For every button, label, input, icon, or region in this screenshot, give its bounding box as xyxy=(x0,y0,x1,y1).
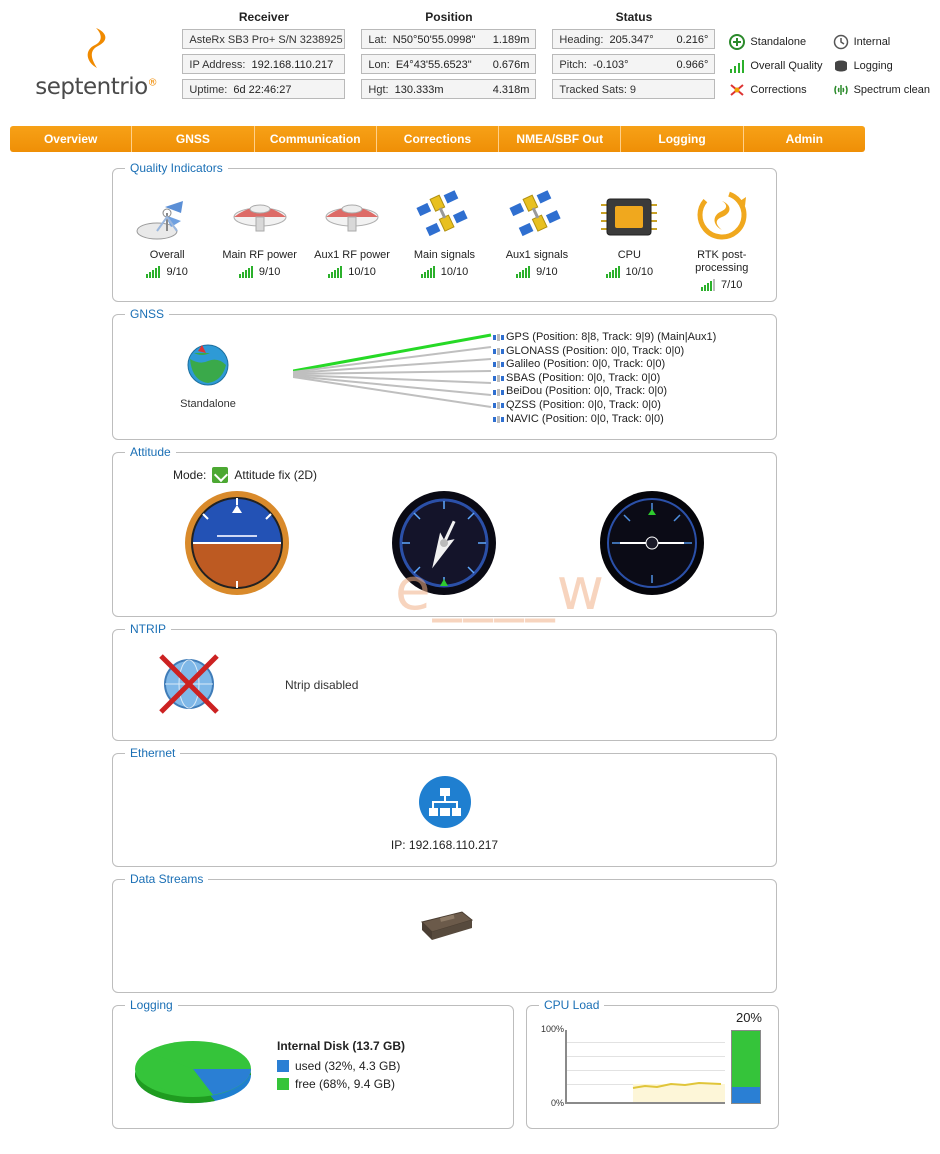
free-color-swatch xyxy=(277,1078,289,1090)
gnss-panel xyxy=(112,307,777,440)
status-pitch-value: -0.103° xyxy=(592,59,629,71)
clock-icon xyxy=(833,34,849,50)
ntrip-disabled-icon xyxy=(153,648,225,723)
gnss-constellation-label: GPS (Position: 8|8, Track: 9|9) (Main|Aux1) xyxy=(506,331,717,343)
bottom-row xyxy=(112,998,940,1141)
brand-trademark: ® xyxy=(147,77,158,89)
attitude-mode-label: Mode: xyxy=(173,468,207,482)
receiver-device-icon xyxy=(113,906,776,948)
status-summary xyxy=(182,8,715,104)
quality-item-aux1-signals[interactable] xyxy=(491,185,583,291)
position-hgt-value: 130.333m xyxy=(394,84,444,96)
receiver-column xyxy=(182,10,345,104)
quality-label-aux1-signals: Aux1 signals xyxy=(505,249,569,261)
list-item xyxy=(493,358,716,372)
quality-item-rtk[interactable] xyxy=(676,185,768,291)
disk-free-row xyxy=(277,1077,405,1091)
disk-usage-pie-chart xyxy=(127,1023,259,1112)
satellite-icon xyxy=(493,373,504,384)
legend-item-overall-quality xyxy=(729,56,822,76)
ethernet-ip-text: IP: 192.168.110.217 xyxy=(390,838,499,852)
legend-item-internal xyxy=(833,32,930,52)
quality-label-aux1-rf: Aux1 RF power xyxy=(314,249,390,261)
receiver-uptime-label: Uptime: xyxy=(189,84,228,96)
legend-label-corrections: Corrections xyxy=(750,84,807,96)
position-column xyxy=(361,10,536,104)
signal-bars-icon xyxy=(516,266,532,278)
position-lat-label: Lat: xyxy=(368,34,387,46)
cpu-load-panel xyxy=(526,998,779,1129)
gnss-mode-label: Standalone xyxy=(180,398,236,410)
gnss-constellation-label: BeiDou (Position: 0|0, Track: 0|0) xyxy=(506,385,668,398)
tab-gnss[interactable]: GNSS xyxy=(132,126,254,152)
quality-score-value-cpu: 10/10 xyxy=(625,266,654,278)
cpu-load-bar xyxy=(731,1030,761,1104)
list-item xyxy=(493,399,716,413)
list-item xyxy=(493,372,716,386)
quality-score-rtk xyxy=(676,279,768,291)
gnss-mode-block xyxy=(123,329,293,429)
satellites-icon xyxy=(398,185,490,243)
receiver-uptime-value: 6d 22:46:27 xyxy=(233,84,292,96)
legend-label-standalone: Standalone xyxy=(750,36,807,48)
receiver-uptime-field xyxy=(182,79,345,99)
legend-item-spectrum xyxy=(833,80,930,100)
gnss-constellation-label: GLONASS (Position: 0|0, Track: 0|0) xyxy=(506,344,685,357)
quality-item-overall[interactable] xyxy=(121,185,213,291)
brand-name-text: septentrio xyxy=(35,74,148,100)
quality-item-aux1-rf[interactable] xyxy=(306,185,398,291)
quality-score-aux1-rf xyxy=(306,266,398,278)
satellite-icon xyxy=(493,359,504,370)
legend-item-standalone xyxy=(729,32,822,52)
legend-label-overall-quality: Overall Quality xyxy=(750,60,823,72)
ethernet-panel xyxy=(112,746,777,867)
position-hgt-label: Hgt: xyxy=(368,84,389,96)
status-column-title: Status xyxy=(615,10,653,24)
receiver-ip-field xyxy=(182,54,345,74)
receiver-model-label: AsteRx SB3 Pro+ S/N 3238925 xyxy=(189,34,343,46)
spectrum-icon xyxy=(833,82,849,98)
satellite-icon xyxy=(493,414,504,425)
quality-score-value-aux1-signals: 9/10 xyxy=(536,266,558,278)
ethernet-title: Ethernet xyxy=(125,746,180,760)
quality-label-cpu: CPU xyxy=(617,249,641,261)
signal-bars-icon xyxy=(701,279,717,291)
status-heading-field xyxy=(552,29,715,49)
data-streams-body xyxy=(113,880,776,992)
cpu-axis-top-label: 100% xyxy=(541,1024,565,1034)
status-tracked-sats-field xyxy=(552,79,715,99)
status-pitch-label: Pitch: xyxy=(559,59,587,71)
receiver-model-field xyxy=(182,29,345,49)
list-item xyxy=(493,385,716,399)
quality-label-overall: Overall xyxy=(149,249,185,261)
pitch-indicator-gauge xyxy=(598,489,706,600)
data-streams-title: Data Streams xyxy=(125,872,208,886)
gnss-constellation-list xyxy=(493,329,716,429)
cpu-load-title: CPU Load xyxy=(539,998,604,1012)
position-column-title: Position xyxy=(425,10,473,24)
attitude-fix-icon xyxy=(212,467,228,483)
main-navigation[interactable] xyxy=(10,126,865,152)
cpu-load-value: 20% xyxy=(735,1010,762,1025)
status-heading-accuracy: 0.216° xyxy=(676,34,709,46)
quality-label-rtk: RTK post-processing xyxy=(695,249,749,274)
satellite-icon xyxy=(493,400,504,411)
watermark: e____w xyxy=(395,555,607,623)
cpu-chip-icon xyxy=(583,185,675,243)
quality-indicators-title: Quality Indicators xyxy=(125,161,228,175)
quality-score-main-signals xyxy=(398,266,490,278)
antenna-icon xyxy=(214,185,306,243)
ethernet-body xyxy=(113,754,776,866)
brand-name xyxy=(10,74,182,100)
ntrip-body xyxy=(113,630,776,740)
quality-item-cpu[interactable] xyxy=(583,185,675,291)
quality-score-aux1-signals xyxy=(491,266,583,278)
satellites-icon xyxy=(491,185,583,243)
data-streams-panel xyxy=(112,872,777,993)
gnss-body xyxy=(113,315,776,439)
septentrio-logo-icon xyxy=(76,26,116,70)
position-lat-field xyxy=(361,29,536,49)
list-item xyxy=(493,413,716,427)
disk-free-label: free (68%, 9.4 GB) xyxy=(295,1077,396,1091)
overview-content xyxy=(0,152,940,1141)
signal-bars-icon xyxy=(606,266,622,278)
attitude-panel xyxy=(112,445,777,617)
tab-nmea-sbf-out[interactable]: NMEA/SBF Out xyxy=(499,126,621,152)
gnss-constellation-label: NAVIC (Position: 0|0, Track: 0|0) xyxy=(506,412,664,425)
receiver-column-title: Receiver xyxy=(238,10,289,24)
status-heading-value: 205.347° xyxy=(609,34,654,46)
signal-bars-icon xyxy=(421,266,437,278)
legend-item-corrections xyxy=(729,80,822,100)
disk-title: Internal Disk (13.7 GB) xyxy=(277,1039,406,1053)
logging-panel xyxy=(112,998,514,1129)
position-lat-accuracy: 1.189m xyxy=(492,34,530,46)
legend-label-logging: Logging xyxy=(853,60,893,72)
quality-label-main-signals: Main signals xyxy=(413,249,476,261)
plus-circle-icon xyxy=(729,34,745,50)
legend-label-internal: Internal xyxy=(853,36,891,48)
receiver-ip-label: IP Address: xyxy=(189,59,246,71)
position-hgt-accuracy: 4.318m xyxy=(492,84,530,96)
status-heading-label: Heading: xyxy=(559,34,604,46)
tab-communication[interactable]: Communication xyxy=(255,126,377,152)
globe-icon xyxy=(123,335,293,394)
quality-score-value-main-rf: 9/10 xyxy=(258,266,281,278)
rtk-post-processing-icon xyxy=(676,185,768,243)
ntrip-status-text: Ntrip disabled xyxy=(285,678,359,692)
cpu-axis-bottom-label: 0% xyxy=(551,1098,565,1108)
quality-score-overall xyxy=(121,266,213,278)
ntrip-title: NTRIP xyxy=(125,622,171,636)
status-pitch-field xyxy=(552,54,715,74)
signal-bars-icon xyxy=(729,58,745,74)
quality-label-main-rf: Main RF power xyxy=(222,249,297,261)
status-column xyxy=(552,10,715,104)
ntrip-panel xyxy=(112,622,777,741)
status-tracked-sats-label: Tracked Sats: 9 xyxy=(559,84,637,96)
quality-score-value-main-signals: 10/10 xyxy=(440,266,469,278)
cpu-load-body xyxy=(527,1006,778,1122)
attitude-title: Attitude xyxy=(125,445,176,459)
position-lon-accuracy: 0.676m xyxy=(492,59,530,71)
satellite-icon xyxy=(493,346,504,357)
tab-admin[interactable]: Admin xyxy=(785,132,823,146)
list-item xyxy=(493,331,716,345)
tab-logging[interactable]: Logging xyxy=(621,126,743,152)
status-pitch-accuracy: 0.966° xyxy=(676,59,709,71)
quality-score-main-rf xyxy=(214,266,306,278)
disk-used-label: used (32%, 4.3 GB) xyxy=(295,1059,401,1073)
position-lat-value: N50°50'55.0998" xyxy=(392,34,476,46)
attitude-mode-row xyxy=(113,453,776,483)
position-hgt-field xyxy=(361,79,536,99)
compass-gauge xyxy=(390,489,498,600)
quality-score-value-rtk: 7/10 xyxy=(721,279,743,291)
status-legend xyxy=(715,8,930,104)
signal-bars-icon xyxy=(146,266,162,278)
quality-score-value-overall: 9/10 xyxy=(166,266,188,278)
quality-score-cpu xyxy=(583,266,675,278)
gnss-links-diagram xyxy=(293,329,493,429)
attitude-mode-value: Attitude fix (2D) xyxy=(234,468,318,482)
gnss-title: GNSS xyxy=(125,307,169,321)
tab-corrections[interactable]: Corrections xyxy=(377,126,499,152)
quality-item-main-signals[interactable] xyxy=(398,185,490,291)
corrections-icon xyxy=(729,82,745,98)
satellite-icon xyxy=(493,332,504,343)
disk-usage-legend xyxy=(277,1039,405,1095)
signal-bars-icon xyxy=(239,266,255,278)
page-header xyxy=(0,0,940,120)
ethernet-icon xyxy=(113,774,776,830)
tab-overview[interactable]: Overview xyxy=(10,126,132,152)
gnss-constellation-label: QZSS (Position: 0|0, Track: 0|0) xyxy=(506,398,661,411)
status-legend-right xyxy=(833,32,930,104)
attitude-gauges xyxy=(113,483,776,616)
cpu-history-plot xyxy=(541,1024,725,1108)
legend-label-spectrum: Spectrum clean xyxy=(853,84,930,96)
quality-score-value-aux1-rf: 10/10 xyxy=(348,266,376,278)
position-lon-field xyxy=(361,54,536,74)
logging-title: Logging xyxy=(125,998,178,1012)
status-legend-left xyxy=(729,32,822,104)
legend-item-logging xyxy=(833,56,930,76)
gnss-constellation-label: SBAS (Position: 0|0, Track: 0|0) xyxy=(506,371,661,384)
used-color-swatch xyxy=(277,1060,289,1072)
signal-bars-icon xyxy=(328,266,344,278)
satellite-icon xyxy=(493,387,504,398)
quality-indicators-row xyxy=(113,169,776,301)
position-lon-label: Lon: xyxy=(368,59,390,71)
gnss-constellation-label: Galileo (Position: 0|0, Track: 0|0) xyxy=(506,358,666,371)
brand-logo xyxy=(10,8,182,100)
quality-item-main-rf[interactable] xyxy=(214,185,306,291)
artificial-horizon-gauge xyxy=(183,489,291,600)
receiver-ip-value: 192.168.110.217 xyxy=(251,59,334,71)
quality-indicators-panel xyxy=(112,161,777,302)
overall-icon xyxy=(121,185,213,243)
cpu-load-chart xyxy=(533,1016,768,1108)
disk-icon xyxy=(833,58,849,74)
logging-body xyxy=(113,1006,513,1128)
list-item xyxy=(493,345,716,359)
position-lon-value: E4°43'55.6523" xyxy=(395,59,472,71)
disk-used-row xyxy=(277,1059,405,1073)
antenna-icon xyxy=(306,185,398,243)
